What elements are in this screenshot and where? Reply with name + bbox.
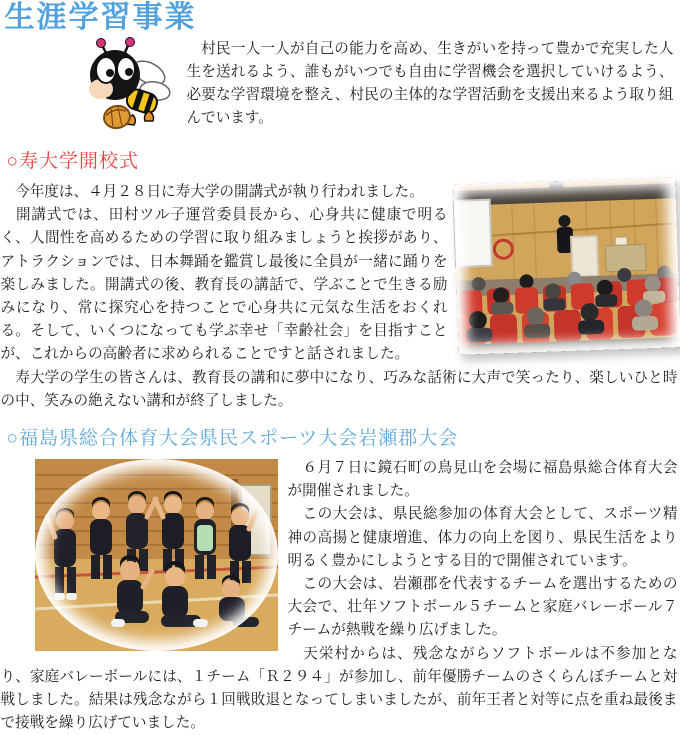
paragraph: 開講式では、田村ツル子運営委員長から、心身共に健康で明るく、人間性を高めるための学習に取り組みましょうと挨拶があり、アトラクションでは、日本舞踊を鑑賞し最後に全員が一緒に踊りを楽しみました。開講式の後、教育長の講話で、学ぶことで生きる励みになり、常に探究心を持つことで心身共に元気な生活をおくれる。そして、いくつになっても学ぶ幸せ「幸齢社会」を目指すことが、これからの高齢者に求められることですと話されました。 (0, 207, 448, 363)
bee-mascot-svg (57, 37, 179, 131)
section-sports-body (1, 457, 680, 735)
page-title: 生涯学習事業 (4, 1, 197, 34)
paragraph: 今年度は、４月２８日に寿大学の開講式が執り行われました。 (0, 184, 424, 200)
volleyball-team-photo-svg (35, 459, 278, 651)
section-heading-sports: ○福島県総合体育大会県民スポーツ大会岩瀬郡大会 (6, 428, 459, 450)
lecture-hall-photo-svg (453, 177, 680, 355)
section-kotobuki-body (1, 181, 680, 413)
lifelong-learning-page (0, 1, 680, 732)
lecture-hall-photo (453, 177, 680, 355)
paragraph: 天栄村からは、残念ながらソフトボールは不参加となり、家庭バレーボールには、１チーム「Ｒ２９４」が参加し、前年優勝チームのさくらんぼチームと対戦しました。結果は残念ながら１回戦敗退となってしまいましたが、前年王者と対等に点を重ね最後まで接戦を繰り広げていました。 (0, 645, 678, 732)
paragraph: この大会は、県民総参加の体育大会として、スポーツ精神の高揚と健康増進、体力の向上を図り、県民生活をより明るく豊かにしようとする目的で開催されています。 (287, 506, 678, 569)
paragraph: この大会は、岩瀬郡を代表するチームを選出するための大会で、壮年ソフトボール５チームと家庭バレーボール７チームが熱戦を繰り広げました。 (287, 576, 678, 639)
paragraph: ６月７日に鏡石町の鳥見山を会場に福島県総合体育大会が開催されました。 (287, 460, 678, 500)
section-heading-kotobuki: ○寿大学開校式 (6, 151, 139, 172)
intro-paragraph: 村民一人一人が自己の能力を高め、生きがいを持って豊かで充実した人生を送れるよう、誰もがいつでも自由に学習機会を選択していけるよう、必要な学習環境を整え、村民の主体的な学習活動を支援出来るよう取り組んでいます。 (186, 41, 674, 126)
volleyball-team-photo (35, 459, 278, 651)
intro-section (1, 34, 680, 136)
paragraph: 寿大学の学生の皆さんは、教育長の講和に夢中になり、巧みな話術に大声で笑ったり、楽しいひと時の中、笑みの絶えない講和が終了しました。 (0, 369, 678, 409)
bee-mascot-icon (1, 34, 187, 136)
